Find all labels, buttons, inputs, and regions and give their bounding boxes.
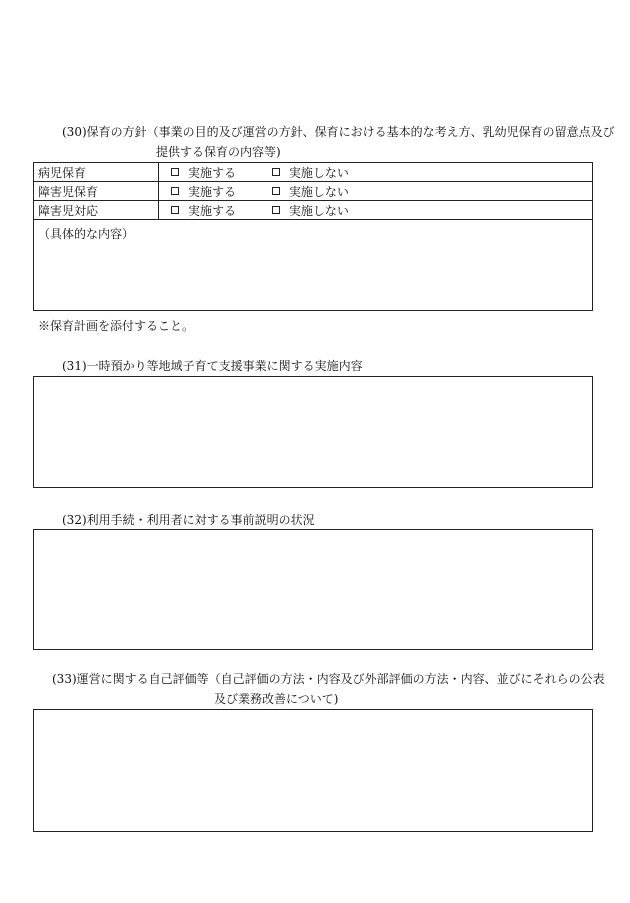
specific-content-label: （具体的な内容）	[38, 227, 135, 241]
section-33-content-box[interactable]	[33, 709, 593, 832]
options-cell	[159, 201, 593, 220]
checkbox-icon	[171, 206, 179, 214]
table-row	[34, 220, 593, 311]
checkbox-icon	[272, 168, 280, 176]
checkbox-icon	[171, 187, 179, 195]
section-30-heading: (30)保育の方針（事業の目的及び運営の方針、保育における基本的な考え方、乳幼児保育の留意点及び	[62, 125, 615, 139]
checkbox-implement[interactable]: 実施する	[171, 164, 236, 181]
table-row	[34, 163, 593, 182]
checkbox-not-implement[interactable]: 実施しない	[272, 164, 349, 181]
row-label-sick-child-care: 病児保育	[34, 163, 159, 182]
options-cell	[159, 182, 593, 201]
options-cell	[159, 163, 593, 182]
specific-content-field[interactable]	[34, 220, 593, 311]
childcare-policy-table	[33, 162, 593, 311]
section-31-content-box[interactable]	[33, 376, 593, 488]
section-30-heading-continued: 提供する保育の内容等)	[156, 145, 281, 159]
checkbox-implement[interactable]: 実施する	[171, 183, 236, 200]
checkbox-not-implement[interactable]: 実施しない	[272, 202, 349, 219]
section-33-heading: (33)運営に関する自己評価等（自己評価の方法・内容及び外部評価の方法・内容、並びにそれらの公表	[52, 672, 605, 686]
checkbox-not-implement[interactable]: 実施しない	[272, 183, 349, 200]
table-row	[34, 201, 593, 220]
section-31-heading: (31)一時預かり等地域子育て支援事業に関する実施内容	[62, 359, 363, 373]
checkbox-icon	[272, 206, 280, 214]
row-label-disabled-child-support: 障害児対応	[34, 201, 159, 220]
section-33-heading-continued: 及び業務改善について)	[214, 692, 339, 706]
section-32-content-box[interactable]	[33, 529, 593, 650]
row-label-disabled-child-care: 障害児保育	[34, 182, 159, 201]
section-32-heading: (32)利用手続・利用者に対する事前説明の状況	[62, 513, 315, 527]
checkbox-implement[interactable]: 実施する	[171, 202, 236, 219]
attachment-note: ※保育計画を添付すること。	[38, 319, 195, 333]
checkbox-icon	[171, 168, 179, 176]
checkbox-icon	[272, 187, 280, 195]
table-row	[34, 182, 593, 201]
